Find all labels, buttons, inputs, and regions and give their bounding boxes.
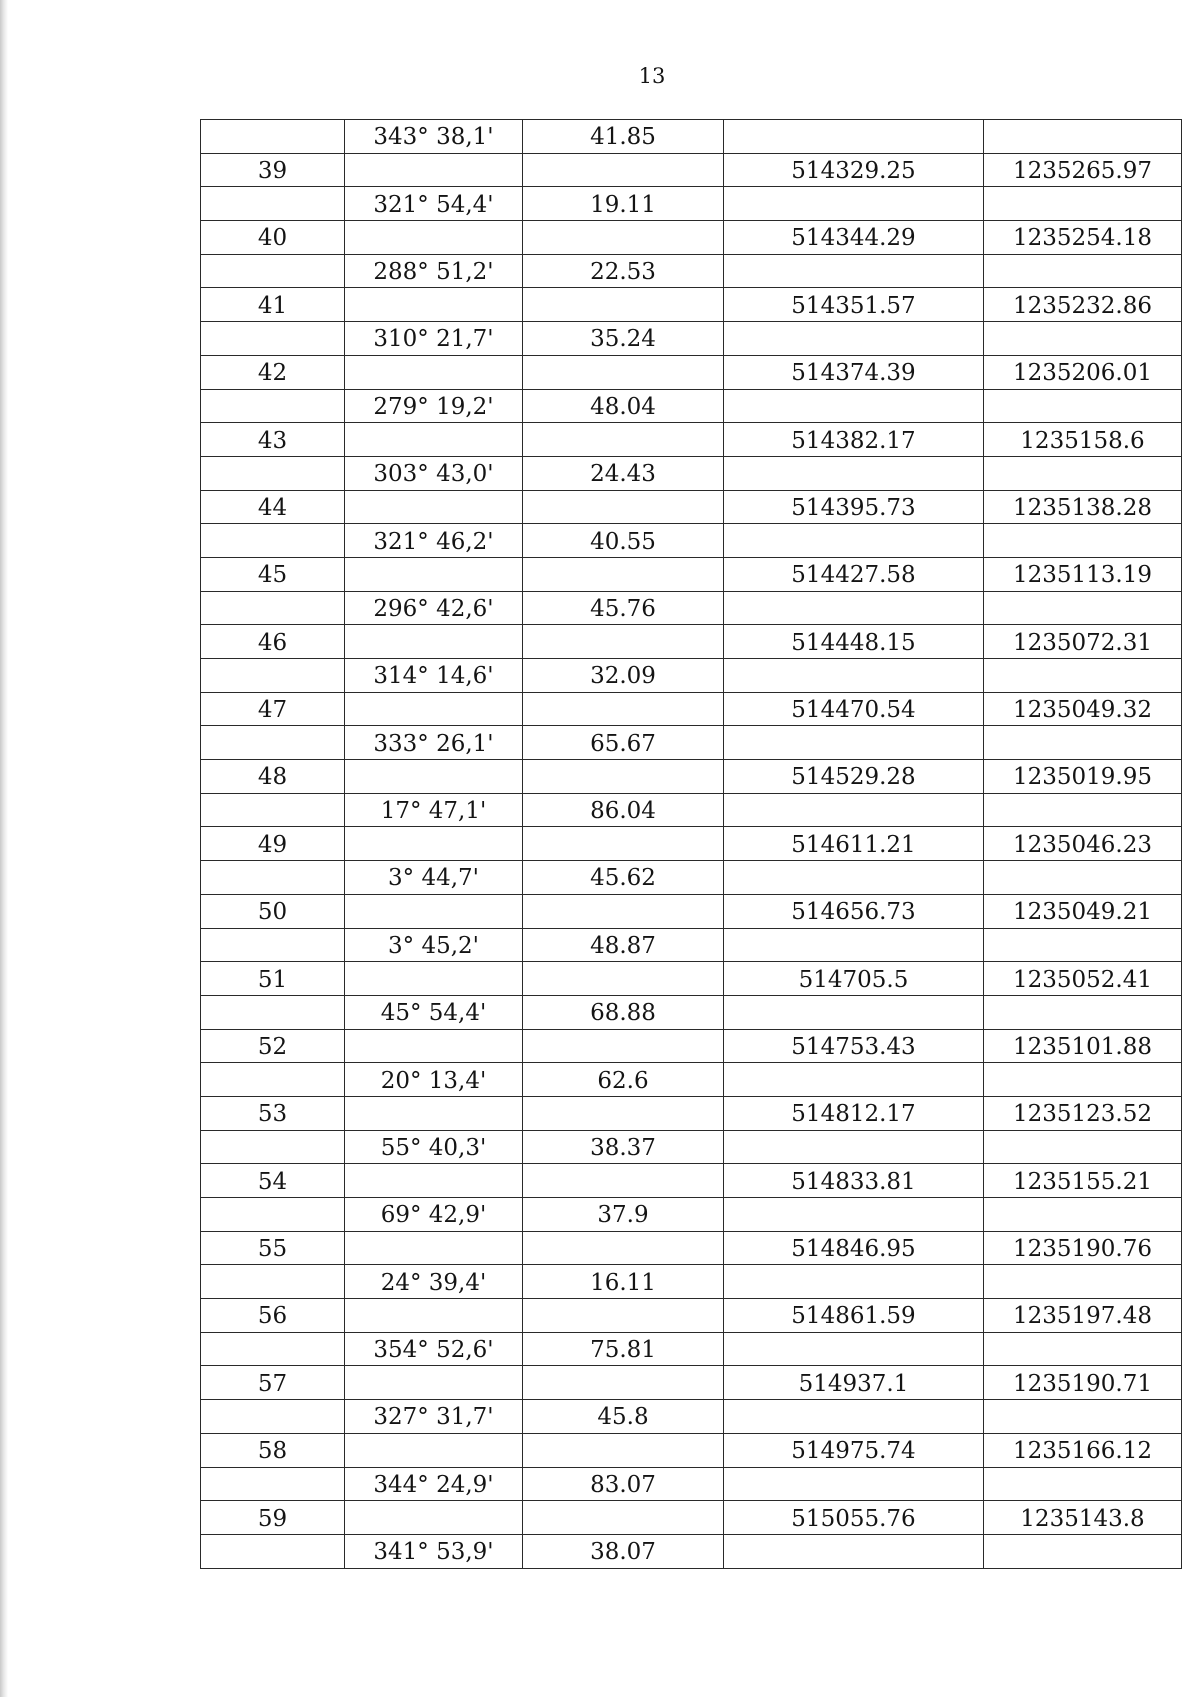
x-coordinate-cell: 514448.15 <box>724 625 984 659</box>
x-coordinate-cell <box>724 861 984 895</box>
distance-cell: 37.9 <box>523 1198 724 1232</box>
bearing-cell <box>345 1299 523 1333</box>
y-coordinate-cell: 1235166.12 <box>984 1434 1182 1468</box>
point-number-cell: 40 <box>201 221 345 255</box>
x-coordinate-cell <box>724 794 984 828</box>
point-number-cell <box>201 255 345 289</box>
x-coordinate-cell: 514753.43 <box>724 1030 984 1064</box>
x-coordinate-cell: 514937.1 <box>724 1366 984 1400</box>
distance-cell <box>523 356 724 390</box>
x-coordinate-cell <box>724 1333 984 1367</box>
x-coordinate-cell: 514812.17 <box>724 1097 984 1131</box>
point-number-cell <box>201 1198 345 1232</box>
bearing-cell <box>345 491 523 525</box>
y-coordinate-cell <box>984 255 1182 289</box>
distance-cell <box>523 760 724 794</box>
y-coordinate-cell <box>984 929 1182 963</box>
point-number-cell: 49 <box>201 827 345 861</box>
distance-cell: 45.62 <box>523 861 724 895</box>
x-coordinate-cell <box>724 390 984 424</box>
distance-cell <box>523 625 724 659</box>
distance-cell: 68.88 <box>523 996 724 1030</box>
x-coordinate-cell: 514329.25 <box>724 154 984 188</box>
y-coordinate-cell <box>984 1333 1182 1367</box>
point-number-cell: 55 <box>201 1232 345 1266</box>
y-coordinate-cell <box>984 524 1182 558</box>
distance-cell <box>523 962 724 996</box>
bearing-cell: 354° 52,6' <box>345 1333 523 1367</box>
y-coordinate-cell <box>984 996 1182 1030</box>
bearing-cell: 3° 44,7' <box>345 861 523 895</box>
distance-cell <box>523 1232 724 1266</box>
y-coordinate-cell <box>984 120 1182 154</box>
y-coordinate-cell: 1235101.88 <box>984 1030 1182 1064</box>
bearing-cell <box>345 1097 523 1131</box>
point-number-cell: 45 <box>201 558 345 592</box>
x-coordinate-cell: 514395.73 <box>724 491 984 525</box>
bearing-cell: 310° 21,7' <box>345 322 523 356</box>
bearing-cell <box>345 1366 523 1400</box>
bearing-cell: 20° 13,4' <box>345 1063 523 1097</box>
bearing-cell: 55° 40,3' <box>345 1131 523 1165</box>
y-coordinate-cell: 1235123.52 <box>984 1097 1182 1131</box>
y-coordinate-cell <box>984 1468 1182 1502</box>
bearing-cell <box>345 1501 523 1535</box>
distance-cell: 38.37 <box>523 1131 724 1165</box>
bearing-cell: 45° 54,4' <box>345 996 523 1030</box>
point-number-cell: 50 <box>201 895 345 929</box>
distance-cell <box>523 693 724 727</box>
distance-cell <box>523 491 724 525</box>
y-coordinate-cell: 1235143.8 <box>984 1501 1182 1535</box>
x-coordinate-cell: 514344.29 <box>724 221 984 255</box>
bearing-cell: 296° 42,6' <box>345 592 523 626</box>
distance-cell <box>523 288 724 322</box>
distance-cell <box>523 423 724 457</box>
distance-cell: 32.09 <box>523 659 724 693</box>
y-coordinate-cell <box>984 322 1182 356</box>
point-number-cell <box>201 659 345 693</box>
y-coordinate-cell: 1235072.31 <box>984 625 1182 659</box>
bearing-cell <box>345 827 523 861</box>
point-number-cell <box>201 322 345 356</box>
bearing-cell <box>345 356 523 390</box>
y-coordinate-cell: 1235052.41 <box>984 962 1182 996</box>
x-coordinate-cell <box>724 524 984 558</box>
distance-cell: 48.87 <box>523 929 724 963</box>
bearing-cell: 341° 53,9' <box>345 1535 523 1569</box>
x-coordinate-cell: 514382.17 <box>724 423 984 457</box>
x-coordinate-cell <box>724 996 984 1030</box>
distance-cell: 62.6 <box>523 1063 724 1097</box>
x-coordinate-cell <box>724 1063 984 1097</box>
bearing-cell: 17° 47,1' <box>345 794 523 828</box>
x-coordinate-cell: 514470.54 <box>724 693 984 727</box>
y-coordinate-cell <box>984 187 1182 221</box>
y-coordinate-cell <box>984 1198 1182 1232</box>
point-number-cell: 57 <box>201 1366 345 1400</box>
point-number-cell: 39 <box>201 154 345 188</box>
point-number-cell <box>201 1400 345 1434</box>
point-number-cell <box>201 861 345 895</box>
bearing-cell: 69° 42,9' <box>345 1198 523 1232</box>
y-coordinate-cell: 1235049.32 <box>984 693 1182 727</box>
y-coordinate-cell: 1235046.23 <box>984 827 1182 861</box>
x-coordinate-cell <box>724 1400 984 1434</box>
distance-cell: 45.76 <box>523 592 724 626</box>
x-coordinate-cell: 514427.58 <box>724 558 984 592</box>
y-coordinate-cell: 1235190.76 <box>984 1232 1182 1266</box>
y-coordinate-cell: 1235197.48 <box>984 1299 1182 1333</box>
y-coordinate-cell <box>984 1535 1182 1569</box>
y-coordinate-cell <box>984 726 1182 760</box>
point-number-cell: 58 <box>201 1434 345 1468</box>
y-coordinate-cell <box>984 390 1182 424</box>
distance-cell: 83.07 <box>523 1468 724 1502</box>
y-coordinate-cell: 1235254.18 <box>984 221 1182 255</box>
point-number-cell <box>201 794 345 828</box>
point-number-cell <box>201 120 345 154</box>
bearing-cell <box>345 221 523 255</box>
point-number-cell: 42 <box>201 356 345 390</box>
bearing-cell <box>345 1030 523 1064</box>
x-coordinate-cell <box>724 457 984 491</box>
distance-cell: 35.24 <box>523 322 724 356</box>
bearing-cell: 314° 14,6' <box>345 659 523 693</box>
distance-cell: 24.43 <box>523 457 724 491</box>
distance-cell: 75.81 <box>523 1333 724 1367</box>
bearing-cell <box>345 625 523 659</box>
distance-cell <box>523 1164 724 1198</box>
point-number-cell: 59 <box>201 1501 345 1535</box>
x-coordinate-cell <box>724 1535 984 1569</box>
point-number-cell <box>201 187 345 221</box>
x-coordinate-cell <box>724 255 984 289</box>
bearing-cell <box>345 558 523 592</box>
distance-cell <box>523 154 724 188</box>
x-coordinate-cell: 514861.59 <box>724 1299 984 1333</box>
distance-cell: 16.11 <box>523 1265 724 1299</box>
y-coordinate-cell: 1235113.19 <box>984 558 1182 592</box>
x-coordinate-cell: 514656.73 <box>724 895 984 929</box>
distance-cell: 38.07 <box>523 1535 724 1569</box>
y-coordinate-cell: 1235019.95 <box>984 760 1182 794</box>
bearing-cell: 3° 45,2' <box>345 929 523 963</box>
bearing-cell <box>345 154 523 188</box>
bearing-cell: 321° 46,2' <box>345 524 523 558</box>
x-coordinate-cell: 514611.21 <box>724 827 984 861</box>
point-number-cell <box>201 524 345 558</box>
point-number-cell: 52 <box>201 1030 345 1064</box>
distance-cell <box>523 1366 724 1400</box>
y-coordinate-cell <box>984 1063 1182 1097</box>
point-number-cell <box>201 1535 345 1569</box>
bearing-cell <box>345 760 523 794</box>
bearing-cell <box>345 895 523 929</box>
bearing-cell: 343° 38,1' <box>345 120 523 154</box>
distance-cell <box>523 558 724 592</box>
bearing-cell: 344° 24,9' <box>345 1468 523 1502</box>
x-coordinate-cell: 514374.39 <box>724 356 984 390</box>
y-coordinate-cell: 1235232.86 <box>984 288 1182 322</box>
bearing-cell <box>345 693 523 727</box>
bearing-cell <box>345 1164 523 1198</box>
y-coordinate-cell <box>984 1131 1182 1165</box>
x-coordinate-cell: 515055.76 <box>724 1501 984 1535</box>
x-coordinate-cell <box>724 1198 984 1232</box>
x-coordinate-cell <box>724 187 984 221</box>
y-coordinate-cell: 1235206.01 <box>984 356 1182 390</box>
y-coordinate-cell <box>984 1265 1182 1299</box>
point-number-cell <box>201 1468 345 1502</box>
y-coordinate-cell <box>984 592 1182 626</box>
bearing-cell <box>345 962 523 996</box>
distance-cell <box>523 1299 724 1333</box>
coordinates-table <box>200 119 1182 1569</box>
bearing-cell: 24° 39,4' <box>345 1265 523 1299</box>
distance-cell: 22.53 <box>523 255 724 289</box>
point-number-cell <box>201 1265 345 1299</box>
distance-cell: 86.04 <box>523 794 724 828</box>
y-coordinate-cell: 1235049.21 <box>984 895 1182 929</box>
x-coordinate-cell: 514846.95 <box>724 1232 984 1266</box>
point-number-cell <box>201 457 345 491</box>
y-coordinate-cell: 1235138.28 <box>984 491 1182 525</box>
point-number-cell: 48 <box>201 760 345 794</box>
x-coordinate-cell <box>724 120 984 154</box>
bearing-cell: 327° 31,7' <box>345 1400 523 1434</box>
distance-cell: 41.85 <box>523 120 724 154</box>
point-number-cell <box>201 1063 345 1097</box>
scan-edge-shadow <box>0 0 8 1697</box>
point-number-cell: 47 <box>201 693 345 727</box>
point-number-cell: 41 <box>201 288 345 322</box>
y-coordinate-cell: 1235158.6 <box>984 423 1182 457</box>
distance-cell <box>523 1030 724 1064</box>
point-number-cell: 51 <box>201 962 345 996</box>
distance-cell <box>523 221 724 255</box>
distance-cell: 65.67 <box>523 726 724 760</box>
x-coordinate-cell: 514529.28 <box>724 760 984 794</box>
page-number: 13 <box>638 64 666 88</box>
x-coordinate-cell <box>724 1265 984 1299</box>
y-coordinate-cell <box>984 794 1182 828</box>
point-number-cell: 44 <box>201 491 345 525</box>
distance-cell <box>523 895 724 929</box>
y-coordinate-cell <box>984 457 1182 491</box>
x-coordinate-cell <box>724 929 984 963</box>
x-coordinate-cell <box>724 659 984 693</box>
distance-cell <box>523 1501 724 1535</box>
distance-cell: 45.8 <box>523 1400 724 1434</box>
y-coordinate-cell <box>984 1400 1182 1434</box>
point-number-cell: 56 <box>201 1299 345 1333</box>
x-coordinate-cell: 514351.57 <box>724 288 984 322</box>
x-coordinate-cell <box>724 1131 984 1165</box>
bearing-cell <box>345 1434 523 1468</box>
bearing-cell: 288° 51,2' <box>345 255 523 289</box>
y-coordinate-cell: 1235190.71 <box>984 1366 1182 1400</box>
point-number-cell: 54 <box>201 1164 345 1198</box>
y-coordinate-cell: 1235155.21 <box>984 1164 1182 1198</box>
point-number-cell <box>201 390 345 424</box>
point-number-cell: 46 <box>201 625 345 659</box>
y-coordinate-cell <box>984 861 1182 895</box>
x-coordinate-cell: 514833.81 <box>724 1164 984 1198</box>
distance-cell: 19.11 <box>523 187 724 221</box>
x-coordinate-cell: 514975.74 <box>724 1434 984 1468</box>
distance-cell: 48.04 <box>523 390 724 424</box>
point-number-cell <box>201 726 345 760</box>
point-number-cell: 53 <box>201 1097 345 1131</box>
point-number-cell <box>201 1131 345 1165</box>
x-coordinate-cell <box>724 1468 984 1502</box>
distance-cell <box>523 827 724 861</box>
distance-cell: 40.55 <box>523 524 724 558</box>
bearing-cell <box>345 423 523 457</box>
x-coordinate-cell <box>724 322 984 356</box>
x-coordinate-cell: 514705.5 <box>724 962 984 996</box>
y-coordinate-cell <box>984 659 1182 693</box>
point-number-cell <box>201 592 345 626</box>
point-number-cell: 43 <box>201 423 345 457</box>
distance-cell <box>523 1097 724 1131</box>
x-coordinate-cell <box>724 592 984 626</box>
bearing-cell: 333° 26,1' <box>345 726 523 760</box>
bearing-cell: 321° 54,4' <box>345 187 523 221</box>
x-coordinate-cell <box>724 726 984 760</box>
bearing-cell: 303° 43,0' <box>345 457 523 491</box>
bearing-cell: 279° 19,2' <box>345 390 523 424</box>
point-number-cell <box>201 996 345 1030</box>
bearing-cell <box>345 288 523 322</box>
y-coordinate-cell: 1235265.97 <box>984 154 1182 188</box>
bearing-cell <box>345 1232 523 1266</box>
point-number-cell <box>201 929 345 963</box>
distance-cell <box>523 1434 724 1468</box>
point-number-cell <box>201 1333 345 1367</box>
